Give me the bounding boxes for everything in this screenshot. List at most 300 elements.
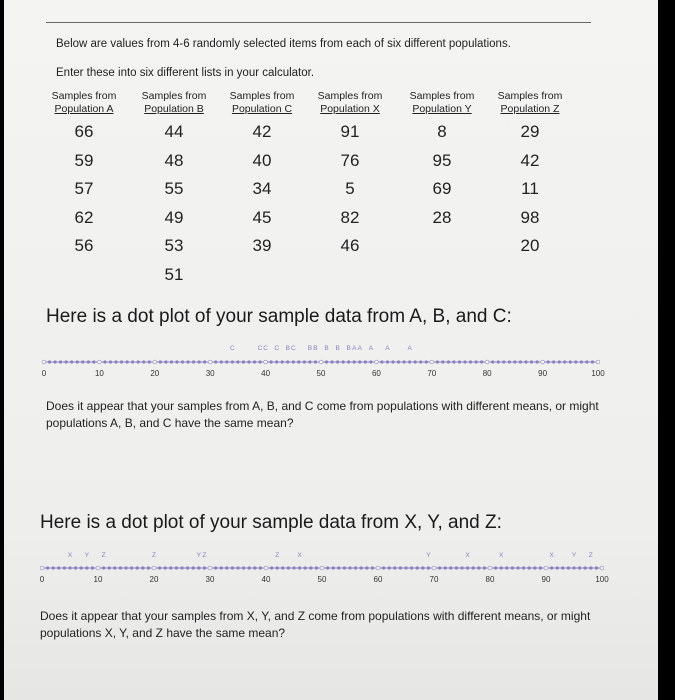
axis-tick-dot — [198, 567, 201, 570]
axis-tick-dot — [298, 361, 301, 364]
axis-tick-dot — [231, 361, 234, 364]
axis-tick-dot — [310, 567, 313, 570]
data-point-label: C — [263, 345, 268, 352]
data-point-label: B — [307, 345, 313, 352]
axis-tick-dot — [349, 567, 352, 570]
axis-tick-dot — [242, 361, 245, 364]
data-point-label: Y — [196, 552, 201, 559]
axis-tick-dot — [214, 361, 217, 364]
axis-tick-dot — [125, 567, 128, 570]
data-point-label: C — [230, 345, 235, 352]
column-header — [134, 90, 214, 116]
data-point-label: A — [352, 345, 357, 352]
axis-tick-dot — [120, 361, 123, 364]
table-cell: 11 — [521, 179, 539, 198]
axis-tick-dot — [242, 567, 245, 570]
data-point-label: X — [549, 552, 554, 559]
column-header-population: Population Z — [500, 103, 560, 115]
axis-tick-dot — [231, 567, 234, 570]
axis-tick-dot — [259, 567, 262, 570]
axis-tick-dot — [432, 566, 436, 570]
axis-tick-dot — [414, 361, 417, 364]
table-cell: 69 — [432, 179, 452, 198]
axis-tick-dot — [530, 361, 533, 364]
axis-tick-dot — [170, 567, 173, 570]
table-cell: 51 — [164, 264, 184, 284]
column-header-population: Population A — [54, 103, 114, 115]
tick-label: 60 — [371, 369, 381, 378]
tick-label: 90 — [538, 369, 548, 378]
axis-tick-dot — [514, 361, 517, 364]
data-point-label: B — [335, 345, 340, 352]
axis-tick-dot — [444, 567, 447, 570]
axis-tick-dot — [181, 567, 184, 570]
axis-tick-dot — [104, 361, 107, 364]
column-header-top: Samples from — [317, 90, 383, 102]
tick-label: 70 — [427, 369, 437, 378]
axis-tick-dot — [525, 361, 528, 364]
axis-tick-dot — [137, 361, 140, 364]
axis-tick-dot — [586, 361, 589, 364]
axis-tick-dot — [405, 567, 408, 570]
intro-line-2: Enter these into six different lists in your calculator. — [56, 67, 315, 79]
axis-tick-dot — [573, 567, 576, 570]
data-point-label: X — [465, 552, 470, 559]
table-cell: 39 — [252, 236, 272, 255]
axis-tick-dot — [309, 361, 312, 364]
axis-tick-dot — [360, 567, 363, 570]
dot-plot-abc — [4, 338, 658, 388]
column-header — [310, 90, 390, 116]
axis-tick-dot — [485, 360, 489, 364]
axis-tick-dot — [54, 361, 57, 364]
axis-tick-dot — [326, 567, 329, 570]
data-point-label: A — [407, 345, 412, 352]
tick-label: 40 — [261, 369, 271, 378]
axis-tick-dot — [590, 567, 593, 570]
table-cell: 91 — [340, 122, 360, 141]
axis-tick-dot — [48, 361, 51, 364]
axis-tick-dot — [76, 361, 79, 364]
axis-tick-dot — [142, 361, 145, 364]
axis-tick-dot — [108, 567, 111, 570]
table-column — [134, 90, 214, 289]
axis-tick-dot — [319, 360, 323, 364]
axis-tick-dot — [275, 361, 278, 364]
axis-tick-dot — [220, 361, 223, 364]
axis-tick-dot — [87, 361, 90, 364]
axis-tick-dot — [208, 360, 212, 364]
plot2-question: Does it appear that your samples from X, Y, and Z come from populations with different means, or might populations X, Y, and Z have the same mean? — [40, 609, 591, 640]
axis-tick-dot — [436, 361, 439, 364]
axis-tick-dot — [192, 567, 195, 570]
axis-tick-dot — [270, 361, 273, 364]
axis-tick-dot — [410, 567, 413, 570]
table-cell: 98 — [520, 207, 540, 227]
table-cell: 56 — [74, 236, 94, 255]
axis-tick-dot — [214, 567, 217, 570]
axis-tick-dot — [375, 360, 379, 364]
column-header-population: Population C — [231, 103, 293, 115]
axis-tick-dot — [528, 567, 531, 570]
axis-tick-dot — [203, 567, 206, 570]
data-point-label: Z — [152, 552, 156, 559]
data-point-label: X — [297, 552, 302, 559]
axis-tick-dot — [93, 361, 96, 364]
axis-tick-dot — [397, 361, 400, 364]
column-header-population: Population Y — [412, 103, 472, 115]
axis-tick-dot — [102, 567, 105, 570]
axis-tick-dot — [130, 567, 133, 570]
axis-tick-dot — [491, 361, 494, 364]
axis-tick-dot — [69, 567, 72, 570]
axis-tick-dot — [315, 567, 318, 570]
axis-tick-dot — [500, 567, 503, 570]
axis-tick-dot — [544, 566, 548, 570]
axis-tick-dot — [595, 567, 598, 570]
column-header — [402, 90, 482, 116]
axis-tick-dot — [552, 361, 555, 364]
plot1-question: Does it appear that your samples from A, B, and C come from populations with different means, or might populations A, B, and C have the same mean? — [46, 399, 599, 430]
column-header-top: Samples from — [409, 90, 475, 102]
axis-tick-dot — [237, 567, 240, 570]
axis-tick-dot — [187, 361, 190, 364]
axis-tick-dot — [96, 566, 100, 570]
axis-tick-dot — [430, 360, 434, 364]
tick-label: 10 — [94, 369, 104, 378]
data-point-label: X — [499, 552, 504, 559]
axis-tick-dot — [394, 567, 397, 570]
axis-tick-dot — [192, 361, 195, 364]
table-cell: 40 — [252, 150, 272, 170]
axis-tick-dot — [264, 566, 268, 570]
axis-tick-dot — [567, 567, 570, 570]
axis-tick-dot — [170, 361, 173, 364]
data-point-label: Y — [571, 552, 577, 559]
column-header-top: Samples from — [51, 90, 117, 102]
axis-tick-dot — [596, 360, 600, 364]
axis-tick-dot — [483, 567, 486, 570]
data-point-label: A — [385, 345, 390, 352]
table-cell: 28 — [432, 207, 452, 227]
axis-tick-dot — [304, 567, 307, 570]
table-cell: 46 — [340, 236, 360, 255]
tick-label: 0 — [39, 575, 45, 584]
axis-tick-dot — [303, 361, 306, 364]
tick-label: 100 — [595, 575, 609, 584]
axis-tick-dot — [563, 361, 566, 364]
plot2-heading: Here is a dot plot of your sample data from X, Y, and Z: — [40, 512, 502, 533]
axis-tick-dot — [478, 567, 481, 570]
axis-tick-dot — [203, 361, 206, 364]
axis-tick-dot — [81, 361, 84, 364]
table-cell: 42 — [252, 122, 272, 141]
axis-tick-dot — [259, 361, 262, 364]
axis-tick-dot — [281, 361, 284, 364]
tick-label: 20 — [149, 575, 159, 584]
table-cell: 48 — [164, 150, 184, 170]
axis-tick-dot — [536, 361, 539, 364]
axis-tick-dot — [364, 361, 367, 364]
axis-tick-dot — [142, 567, 145, 570]
axis-tick-dot — [600, 566, 604, 570]
axis-tick-dot — [152, 566, 156, 570]
axis-tick-dot — [382, 567, 385, 570]
table-cell: 8 — [437, 122, 447, 141]
axis-tick-dot — [63, 567, 66, 570]
intro-line-1: Below are values from 4-6 randomly selected items from each of six different populations. — [56, 38, 511, 50]
axis-tick-dot — [450, 567, 453, 570]
axis-tick-dot — [164, 567, 167, 570]
table-column — [222, 90, 302, 261]
tick-label: 100 — [591, 369, 605, 378]
tick-label: 50 — [316, 369, 326, 378]
axis-tick-dot — [447, 361, 450, 364]
table-column — [44, 90, 124, 261]
axis-tick-dot — [422, 567, 425, 570]
table-cell: 95 — [432, 150, 452, 170]
axis-tick-dot — [511, 567, 514, 570]
axis-tick-dot — [539, 567, 542, 570]
column-header-top: Samples from — [229, 90, 295, 102]
axis-tick-dot — [403, 361, 406, 364]
axis-tick-dot — [556, 567, 559, 570]
table-column — [310, 90, 390, 261]
axis-tick-dot — [438, 567, 441, 570]
axis-tick-dot — [569, 361, 572, 364]
axis-tick-dot — [314, 361, 317, 364]
axis-tick-dot — [517, 567, 520, 570]
axis-tick-dot — [220, 567, 223, 570]
axis-tick-dot — [59, 361, 62, 364]
table-cell: 59 — [74, 150, 94, 170]
data-point-label: X — [67, 552, 73, 559]
axis-tick-dot — [58, 567, 61, 570]
axis-tick-dot — [388, 567, 391, 570]
tick-label: 60 — [373, 575, 383, 584]
data-point-label: Z — [588, 552, 593, 559]
table-cell: 66 — [74, 122, 94, 141]
dot-plot-xyz — [4, 548, 658, 594]
axis-tick-dot — [399, 567, 402, 570]
table-cell: 57 — [74, 179, 94, 198]
axis-tick-dot — [464, 361, 467, 364]
axis-tick-dot — [580, 361, 583, 364]
axis-tick-dot — [591, 361, 594, 364]
axis-tick-dot — [416, 567, 419, 570]
axis-tick-dot — [503, 361, 506, 364]
axis-tick-dot — [338, 567, 341, 570]
axis-tick-dot — [131, 361, 134, 364]
data-point-label: B — [313, 345, 318, 352]
axis-tick-dot — [165, 361, 168, 364]
table-cell: 34 — [252, 179, 272, 198]
axis-tick-dot — [453, 361, 456, 364]
axis-tick-dot — [42, 360, 46, 364]
axis-tick-dot — [508, 361, 511, 364]
tick-label: 20 — [150, 369, 160, 378]
axis-tick-dot — [442, 361, 445, 364]
axis-tick-dot — [336, 361, 339, 364]
axis-tick-dot — [562, 567, 565, 570]
axis-tick-dot — [376, 566, 380, 570]
axis-tick-dot — [119, 567, 122, 570]
axis-tick-dot — [354, 567, 357, 570]
axis-tick-dot — [159, 361, 162, 364]
tick-label: 10 — [93, 575, 103, 584]
axis-tick-dot — [109, 361, 112, 364]
axis-tick-dot — [91, 567, 94, 570]
column-header-population: Population B — [144, 103, 204, 115]
axis-tick-dot — [325, 361, 328, 364]
table-cell: 49 — [164, 207, 184, 227]
axis-tick-dot — [461, 567, 464, 570]
axis-tick-dot — [148, 361, 151, 364]
axis-tick-dot — [494, 567, 497, 570]
axis-tick-dot — [86, 567, 89, 570]
axis-tick-dot — [175, 567, 178, 570]
column-header-top: Samples from — [497, 90, 563, 102]
axis-tick-dot — [472, 567, 475, 570]
table-cell: 44 — [164, 122, 184, 141]
data-point-label: Z — [202, 552, 207, 559]
axis-tick-dot — [287, 567, 290, 570]
axis-tick-dot — [158, 567, 161, 570]
axis-tick-dot — [52, 567, 55, 570]
table-column — [402, 90, 482, 232]
tick-label: 80 — [485, 575, 495, 584]
axis-tick-dot — [292, 361, 295, 364]
axis-tick-dot — [276, 567, 279, 570]
table-cell: 53 — [164, 236, 184, 255]
axis-tick-dot — [40, 566, 44, 570]
axis-tick-dot — [270, 567, 273, 570]
tick-label: 30 — [205, 369, 215, 378]
worksheet-page — [4, 0, 658, 700]
column-header — [222, 90, 302, 116]
axis-tick-dot — [226, 361, 229, 364]
axis-tick-dot — [343, 567, 346, 570]
top-divider — [46, 22, 591, 23]
axis-tick-dot — [226, 567, 229, 570]
axis-tick-dot — [488, 566, 492, 570]
data-point-label: C — [274, 345, 280, 352]
table-cell: 29 — [520, 122, 540, 141]
axis-tick-dot — [425, 361, 428, 364]
axis-tick-dot — [353, 361, 356, 364]
tick-label: 50 — [317, 575, 327, 584]
tick-label: 0 — [41, 369, 47, 378]
axis-tick-dot — [480, 361, 483, 364]
table-cell: 5 — [345, 179, 355, 198]
axis-tick-dot — [70, 361, 73, 364]
axis-tick-dot — [392, 361, 395, 364]
axis-tick-dot — [547, 361, 550, 364]
column-header-population: Population X — [320, 103, 380, 115]
axis-tick-dot — [475, 361, 478, 364]
axis-tick-dot — [419, 361, 422, 364]
axis-tick-dot — [366, 567, 369, 570]
axis-tick-dot — [381, 361, 384, 364]
axis-tick-dot — [264, 360, 268, 364]
data-point-label: Y — [84, 552, 89, 559]
table-cell: 42 — [520, 150, 540, 170]
tick-label: 30 — [205, 575, 215, 584]
axis-tick-dot — [332, 567, 335, 570]
data-point-label: C — [290, 345, 296, 352]
axis-tick-dot — [198, 361, 201, 364]
axis-tick-dot — [342, 361, 345, 364]
axis-tick-dot — [458, 361, 461, 364]
axis-tick-dot — [386, 361, 389, 364]
axis-tick-dot — [455, 567, 458, 570]
axis-tick-dot — [126, 361, 129, 364]
axis-tick-dot — [370, 361, 373, 364]
axis-tick-dot — [181, 361, 184, 364]
axis-tick-dot — [347, 361, 350, 364]
plot1-heading: Here is a dot plot of your sample data from A, B, and C: — [46, 306, 512, 327]
data-point-label: Z — [101, 552, 106, 559]
axis-tick-dot — [358, 361, 361, 364]
table-cell: 76 — [340, 150, 360, 170]
axis-tick-dot — [80, 567, 83, 570]
axis-tick-dot — [286, 361, 289, 364]
axis-tick-dot — [254, 567, 257, 570]
data-point-label: A — [368, 345, 374, 352]
data-point-label: C — [257, 345, 263, 352]
axis-tick-dot — [208, 566, 212, 570]
axis-tick-dot — [186, 567, 189, 570]
axis-tick-dot — [331, 361, 334, 364]
table-cell: 82 — [340, 207, 360, 227]
column-header — [44, 90, 124, 116]
data-point-label: Z — [275, 552, 280, 559]
table-cell: 45 — [252, 207, 272, 227]
data-point-label: B — [285, 345, 290, 352]
axis-tick-dot — [176, 361, 179, 364]
axis-tick-dot — [320, 566, 324, 570]
axis-tick-dot — [469, 361, 472, 364]
axis-tick-dot — [408, 361, 411, 364]
table-cell: 20 — [520, 236, 540, 255]
data-point-label: A — [357, 345, 362, 352]
axis-tick-dot — [550, 567, 553, 570]
column-header-top: Samples from — [141, 90, 207, 102]
axis-tick-dot — [114, 567, 117, 570]
axis-tick-dot — [147, 567, 150, 570]
tick-label: 70 — [429, 575, 439, 584]
tick-label: 90 — [541, 575, 551, 584]
axis-tick-dot — [506, 567, 509, 570]
axis-tick-dot — [427, 567, 430, 570]
table-column — [490, 90, 570, 261]
axis-tick-dot — [522, 567, 525, 570]
axis-tick-dot — [298, 567, 301, 570]
axis-tick-dot — [575, 361, 578, 364]
axis-tick-dot — [248, 567, 251, 570]
axis-tick-dot — [497, 361, 500, 364]
data-point-label: B — [346, 345, 351, 352]
axis-tick-dot — [541, 360, 545, 364]
table-cell: 55 — [164, 179, 184, 198]
data-point-label: B — [324, 345, 329, 352]
axis-tick-dot — [74, 567, 77, 570]
axis-tick-dot — [248, 361, 251, 364]
axis-tick-dot — [98, 360, 102, 364]
column-header — [490, 90, 570, 116]
axis-tick-dot — [466, 567, 469, 570]
axis-tick-dot — [253, 361, 256, 364]
